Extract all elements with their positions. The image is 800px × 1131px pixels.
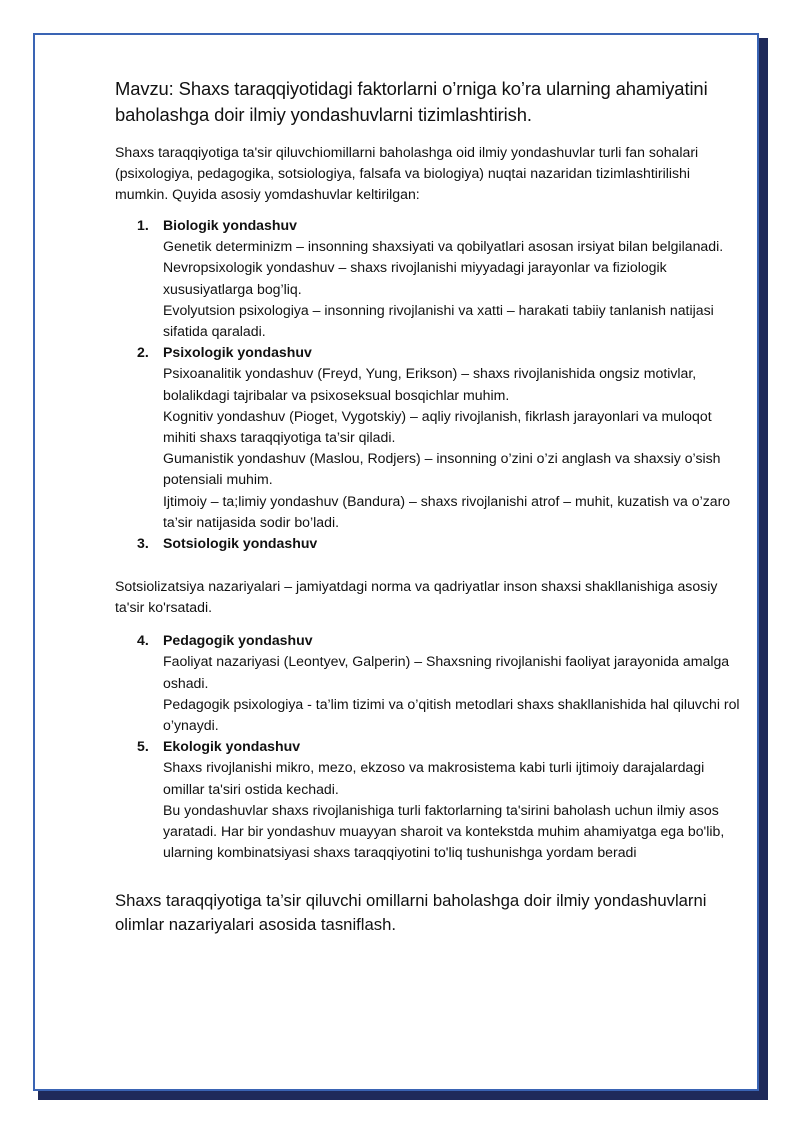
approach-description: Faoliyat nazariyasi (Leontyev, Galperin) – Shaxsning rivojlanishi faoliyat jarayonida amalga oshadi.: [163, 653, 730, 691]
approach-description: Pedagogik psixologiya - ta’lim tizimi va o’qitish metodlari shaxs shakllanishida hal qiluvchi rol o’ynaydi.: [163, 695, 740, 734]
document-title: Mavzu: Shaxs taraqqiyotidagi faktorlarni o’rniga ko’ra ularning ahamiyatini baholashga doir ilmiy yondashuvlarni tizimlashtirish.: [115, 78, 708, 125]
closing-heading: Shaxs taraqqiyotiga ta’sir qiluvchi omillarni baholashga doir ilmiy yondashuvlarni olimlar nazariyalari asosida tasniflash.: [115, 891, 707, 935]
item-number: 4.: [137, 632, 149, 649]
approach-description: Genetik determinizm – insonning shaxsiyati va qobilyatlari asosan irsiyat bilan belgilanadi.: [163, 238, 724, 255]
item-number: 2.: [137, 344, 149, 361]
approach-description: Kognitiv yondashuv (Pioget, Vygotskiy) – aqliy rivojlanish, fikrlash jarayonlari va muloqot mihiti shaxs taraqqiyotiga ta’sir qiladi.: [163, 407, 712, 446]
approach-description: Gumanistik yondashuv (Maslou, Rodjers) – insonning o’zini o’zi anglash va shaxsiy o’sish potensiali muhim.: [163, 450, 721, 488]
document-body: [115, 76, 740, 937]
approach-item: [137, 215, 740, 342]
approach-item: [137, 630, 740, 736]
intro-paragraph: Shaxs taraqqiyotiga ta'sir qiluvchiomillarni baholashga oid ilmiy yondashuvlar turli fan sohalari (psixologiya, pedagogika, sotsiologiya, falsafa va biologiya) nuqtai nazaridan tizimlashtirilishi mumkin. Quyida asosiy yomdashuvlar keltirilgan:: [115, 144, 699, 202]
approach-item: [137, 736, 740, 863]
item-number: 3.: [137, 535, 149, 552]
spacer: [115, 554, 740, 576]
approach-heading: Sotsiologik yondashuv: [163, 535, 318, 552]
approach-heading: Biologik yondashuv: [163, 217, 297, 233]
approach-item: [137, 533, 740, 554]
approaches-list-part-1: [115, 215, 740, 554]
approach-item: [137, 342, 740, 533]
approach-heading: Pedagogik yondashuv: [163, 632, 313, 649]
approach-heading: Psixologik yondashuv: [163, 344, 312, 361]
item-number: 1.: [137, 217, 149, 233]
approach-description: Bu yondashuvlar shaxs rivojlanishiga turli faktorlarning ta'sirini baholash uchun ilmiy asos yaratadi. Har bir yondashuv muayyan sharoit va kontekstda muhim ahamiyatga ega bo'lib, ularning kombinatsiyasi shaxs taraqqiyotini to'liq tushunishga yordam beradi: [163, 801, 725, 861]
approach-description: Shaxs rivojlanishi mikro, mezo, ekzoso va makrosistema kabi turli ijtimoiy darajalardagi omillar ta'siri ostida kechadi.: [163, 759, 705, 797]
item-number: 5.: [137, 738, 149, 755]
approach-heading: Ekologik yondashuv: [163, 738, 301, 755]
approach-description: Psixoanalitik yondashuv (Freyd, Yung, Erikson) – shaxs rivojlanishida ongsiz motivlar, bolalikdagi tajribalar va psixoseksual bosqichlar muhim.: [163, 365, 697, 403]
approach-description: Ijtimoiy – ta;limiy yondashuv (Bandura) – shaxs rivojlanishi atrof – muhit, kuzatish va o’zaro ta’sir natijasida sodir bo’ladi.: [163, 492, 731, 530]
approach-description: Nevropsixologik yondashuv – shaxs rivojlanishi miyyadagi jarayonlar va fiziologik xususiyatlarga bog’liq.: [163, 259, 667, 297]
approach-description: Evolyutsion psixologiya – insonning rivojlanishi va xatti – harakati tabiiy tanlanish natijasi sifatida qaraladi.: [163, 301, 714, 340]
sociology-paragraph: Sotsiolizatsiya nazariyalari – jamiyatdagi norma va qadriyatlar inson shaxsi shakllanishiga asosiy ta'sir ko'rsatadi.: [115, 578, 718, 616]
approaches-list-part-2: [115, 630, 740, 863]
